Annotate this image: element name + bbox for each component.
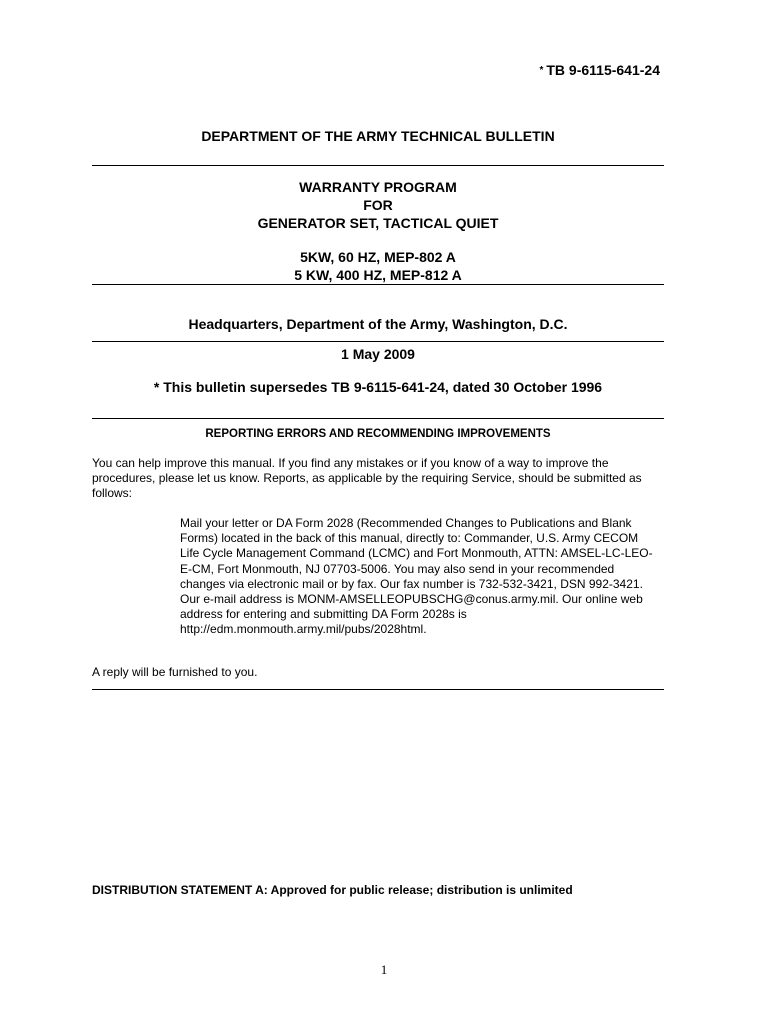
divider-rule bbox=[92, 341, 664, 342]
divider-rule bbox=[92, 418, 664, 419]
intro-line: You can help improve this manual. If you find any mistakes or if you know of a way to improve the bbox=[92, 456, 609, 470]
divider-rule bbox=[92, 689, 664, 690]
reporting-intro-paragraph bbox=[92, 456, 672, 502]
mail-line: Forms) located in the back of this manual, directly to: Commander, U.S. Army CECOM bbox=[180, 531, 639, 546]
divider-rule bbox=[92, 165, 664, 166]
mail-line-email: Our e-mail address is MONM-AMSELLEOPUBSCHG@conus.army.mil. Our online web bbox=[180, 592, 643, 607]
subject-line-2: FOR bbox=[363, 197, 393, 213]
mail-line-url: http://edm.monmouth.army.mil/pubs/2028html. bbox=[180, 622, 427, 637]
publication-date: 1 May 2009 bbox=[341, 346, 415, 362]
mail-line: changes via electronic mail or by fax. Our fax number is 732-532-3421, DSN 992-3421. bbox=[180, 576, 643, 591]
model-line-2: 5 KW, 400 HZ, MEP-812 A bbox=[294, 267, 462, 283]
tb-number bbox=[539, 62, 660, 78]
mail-line: address for entering and submitting DA Form 2028s is bbox=[180, 607, 467, 622]
tb-number-text: TB 9-6115-641-24 bbox=[546, 62, 660, 78]
subject-line-1: WARRANTY PROGRAM bbox=[299, 179, 457, 195]
mail-line: Mail your letter or DA Form 2028 (Recommended Changes to Publications and Blank bbox=[180, 516, 632, 530]
page-number: 1 bbox=[380, 962, 388, 977]
document-title: DEPARTMENT OF THE ARMY TECHNICAL BULLETIN bbox=[201, 128, 555, 144]
mail-instructions-paragraph bbox=[180, 516, 680, 638]
reporting-heading: REPORTING ERRORS AND RECOMMENDING IMPROVEMENTS bbox=[205, 428, 551, 440]
divider-rule bbox=[92, 284, 664, 285]
supersedes-notice: * This bulletin supersedes TB 9-6115-641-24, dated 30 October 1996 bbox=[153, 379, 603, 395]
model-block bbox=[92, 248, 664, 284]
subject-line-3: GENERATOR SET, TACTICAL QUIET bbox=[257, 215, 499, 231]
intro-line: procedures, please let us know. Reports, as applicable by the requiring Service, should be submitted as bbox=[92, 471, 642, 486]
mail-line: Life Cycle Management Command (LCMC) and Fort Monmouth, ATTN: AMSEL-LC-LEO- bbox=[180, 546, 653, 561]
reply-notice: A reply will be furnished to you. bbox=[92, 665, 258, 679]
subject-block bbox=[92, 178, 664, 232]
distribution-statement: DISTRIBUTION STATEMENT A: Approved for public release; distribution is unlimited bbox=[92, 883, 573, 897]
headquarters-line: Headquarters, Department of the Army, Washington, D.C. bbox=[188, 316, 568, 332]
supersede-asterisk: * bbox=[539, 65, 544, 76]
intro-line: follows: bbox=[92, 486, 133, 501]
model-line-1: 5KW, 60 HZ, MEP-802 A bbox=[300, 249, 456, 265]
mail-line: E-CM, Fort Monmouth, NJ 07703-5006. You may also send in your recommended bbox=[180, 561, 615, 576]
